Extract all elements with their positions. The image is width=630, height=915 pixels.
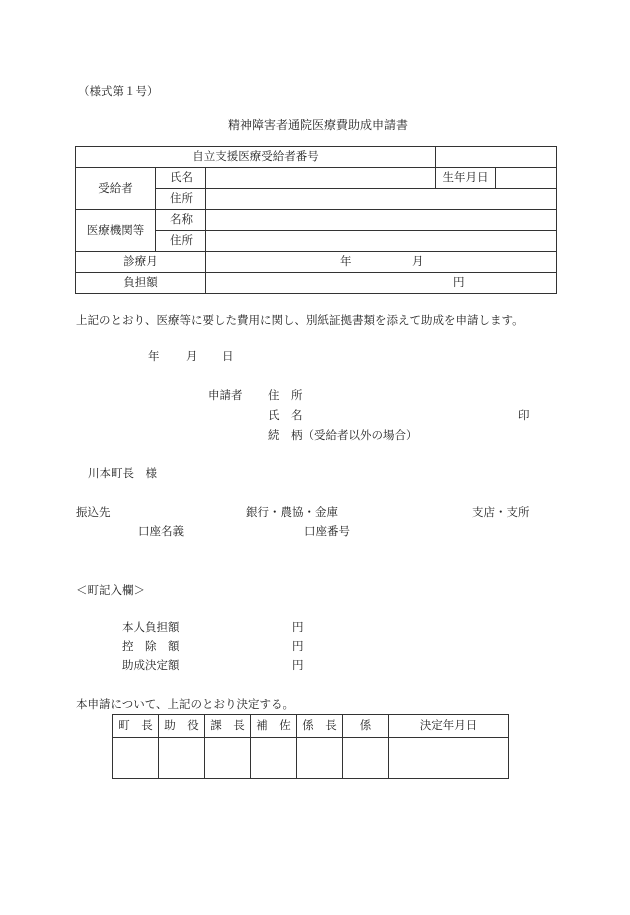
applicant-name-label: 氏 名 bbox=[268, 408, 303, 422]
applicant-label: 申請者 bbox=[208, 388, 243, 402]
institution-name-label: 名称 bbox=[156, 210, 206, 231]
name-field[interactable] bbox=[206, 168, 436, 189]
assistant-header: 補 佐 bbox=[251, 715, 297, 738]
approval-table bbox=[112, 714, 509, 779]
applicant-relation-label: 続 柄（受給者以外の場合） bbox=[268, 428, 418, 442]
month-unit: 月 bbox=[412, 254, 424, 268]
yen-unit: 円 bbox=[453, 275, 465, 289]
deputy-seal-box[interactable] bbox=[159, 738, 205, 779]
recipient-label: 受給者 bbox=[76, 168, 156, 210]
application-statement: 上記のとおり、医療等に要した費用に関し、別紙証拠書類を添えて助成を申請します。 bbox=[76, 313, 524, 327]
treatment-month-label: 診療月 bbox=[76, 252, 206, 273]
application-table bbox=[75, 146, 557, 294]
decision-date-header: 決定年月日 bbox=[389, 715, 509, 738]
applicant-address-label: 住 所 bbox=[268, 388, 303, 402]
self-burden-yen: 円 bbox=[292, 620, 304, 634]
self-burden-label: 本人負担額 bbox=[122, 620, 180, 634]
mayor-header: 町 長 bbox=[113, 715, 159, 738]
bank-types: 銀行・農協・金庫 bbox=[246, 505, 338, 519]
burden-amount-label: 負担額 bbox=[76, 273, 206, 294]
unit-chief-header: 係 長 bbox=[297, 715, 343, 738]
decision-date-box[interactable] bbox=[389, 738, 509, 779]
form-number: （様式第１号） bbox=[78, 84, 159, 98]
account-holder-label: 口座名義 bbox=[138, 524, 184, 538]
deputy-header: 助 役 bbox=[159, 715, 205, 738]
institution-address-label: 住所 bbox=[156, 231, 206, 252]
name-label: 氏名 bbox=[156, 168, 206, 189]
date-year: 年 bbox=[148, 349, 160, 363]
section-chief-seal-box[interactable] bbox=[205, 738, 251, 779]
section-chief-header: 課 長 bbox=[205, 715, 251, 738]
deduction-label: 控 除 額 bbox=[122, 639, 180, 653]
date-day: 日 bbox=[222, 349, 234, 363]
institution-address-field[interactable] bbox=[206, 231, 557, 252]
assistant-seal-box[interactable] bbox=[251, 738, 297, 779]
branch-types: 支店・支所 bbox=[472, 505, 530, 519]
recipient-number-field[interactable] bbox=[436, 147, 557, 168]
transfer-label: 振込先 bbox=[76, 505, 111, 519]
addressee: 川本町長 様 bbox=[88, 466, 157, 480]
institution-label: 医療機関等 bbox=[76, 210, 156, 252]
year-unit: 年 bbox=[340, 254, 352, 268]
institution-name-field[interactable] bbox=[206, 210, 557, 231]
seal-mark: 印 bbox=[518, 408, 530, 422]
recipient-number-label: 自立支援医療受給者番号 bbox=[76, 147, 436, 168]
account-number-label: 口座番号 bbox=[304, 524, 350, 538]
address-label: 住所 bbox=[156, 189, 206, 210]
birthdate-label: 生年月日 bbox=[436, 168, 496, 189]
unit-chief-seal-box[interactable] bbox=[297, 738, 343, 779]
subsidy-label: 助成決定額 bbox=[122, 658, 180, 672]
treatment-month-field[interactable] bbox=[206, 252, 557, 273]
staff-seal-box[interactable] bbox=[343, 738, 389, 779]
mayor-seal-box[interactable] bbox=[113, 738, 159, 779]
burden-amount-field[interactable] bbox=[206, 273, 557, 294]
address-field[interactable] bbox=[206, 189, 557, 210]
birthdate-field[interactable] bbox=[496, 168, 557, 189]
decision-statement: 本申請について、上記のとおり決定する。 bbox=[76, 697, 295, 711]
staff-header: 係 bbox=[343, 715, 389, 738]
date-month: 月 bbox=[186, 349, 198, 363]
town-section-header: ＜町記入欄＞ bbox=[76, 583, 145, 597]
deduction-yen: 円 bbox=[292, 639, 304, 653]
subsidy-yen: 円 bbox=[292, 658, 304, 672]
form-title: 精神障害者通院医療費助成申請書 bbox=[228, 118, 409, 132]
